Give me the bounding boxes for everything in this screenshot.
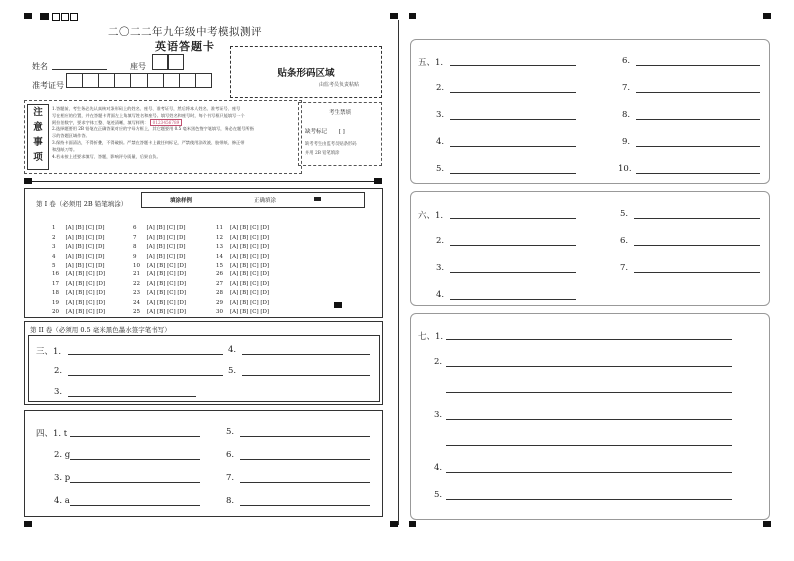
sec4-q2-line[interactable] <box>70 449 200 460</box>
sec6-q6-label: 6. <box>620 236 629 246</box>
fold-line <box>398 20 399 525</box>
corner-mark <box>763 13 771 19</box>
sec7-q4-line[interactable] <box>446 462 732 473</box>
seat-label: 座号 <box>130 62 146 71</box>
sec6-q7-line[interactable] <box>634 262 760 273</box>
sec6-q3-label: 3. <box>436 263 445 273</box>
sec5-q8-label: 8. <box>622 110 631 120</box>
sec3-q3-line[interactable] <box>68 386 196 397</box>
sec5-q5-label: 5. <box>436 164 445 174</box>
sec6-q1-label: 六、1. <box>418 211 444 221</box>
timing-square <box>52 13 60 21</box>
sec7-q2-label: 2. <box>434 357 443 367</box>
sec4-q8-label: 8. <box>226 496 235 506</box>
part1-label: 第 I 卷（必须用 2B 铅笔填涂） <box>36 200 128 208</box>
corner-mark <box>24 13 32 19</box>
sec6-q7-label: 7. <box>620 263 629 273</box>
sec6-q4-line[interactable] <box>450 289 576 300</box>
sec4-q1-label: 四、1. t <box>36 429 68 439</box>
exam-title: 二〇二二年九年级中考模拟测评 <box>108 26 262 38</box>
corner-mark <box>409 521 416 527</box>
sec6-q6-line[interactable] <box>634 235 760 246</box>
sec7-q3-line2[interactable] <box>446 435 732 446</box>
sec5-q4-label: 4. <box>436 137 445 147</box>
sec7-q1-line[interactable] <box>446 329 732 340</box>
sec4-q6-line[interactable] <box>240 449 370 460</box>
sec5-q8-line[interactable] <box>636 109 760 120</box>
sec3-q5-label: 5. <box>228 366 237 376</box>
sec5-q10-line[interactable] <box>636 163 760 174</box>
sec5-q5-line[interactable] <box>450 163 576 174</box>
sec4-q4-label: 4. a <box>54 496 70 506</box>
sec5-q2-line[interactable] <box>450 82 576 93</box>
sec5-q6-label: 6. <box>622 56 631 66</box>
sec7-q5-line[interactable] <box>446 489 732 500</box>
absent-label: 缺考标记 <box>305 129 328 135</box>
sec4-q5-label: 5. <box>226 427 235 437</box>
corner-mark <box>390 521 398 527</box>
sec6-q3-line[interactable] <box>450 262 576 273</box>
sec3-q1-label: 三、1. <box>36 347 62 357</box>
sec3-q4-line[interactable] <box>242 344 370 355</box>
sec6-q5-line[interactable] <box>634 208 760 219</box>
seat-box-2[interactable] <box>168 54 184 70</box>
sec4-q7-line[interactable] <box>240 472 370 483</box>
sec5-q4-line[interactable] <box>450 136 576 147</box>
notice-text: 1.答题前，考生务必先认真核对条形码上的姓名、座号、准考证号，然后将本人姓名、准考证号、座号 写在相应的位置，并在答题卡背面左上角填写姓名和座号。填写姓名和座号时，每个书写框只能填写一个 阿拉伯数字，要求字体工整、笔迹清晰，填写样例： 0123456789 2.选择题要用 2B 铅笔在正确答案对应的字母方框上，其它题要用 0.5 毫米黑色签字笔填写，务必在题号所指 示的答题区域作答。 3.保持卡面清洁，不得折叠，不得破损。严禁在答题卡上做任何标记，严禁使用涂改液、胶带纸、修正带 和刮纸刀等。 4.若未按上述要求填写、答题，影响评分质量，后果自负。 <box>52 106 254 159</box>
separator <box>32 181 374 182</box>
sec3-q2-line[interactable] <box>68 365 223 376</box>
sec3-q2-label: 2. <box>54 366 63 376</box>
sec4-q1-line[interactable] <box>70 426 200 437</box>
sec6-q2-line[interactable] <box>450 235 576 246</box>
sec4-q8-line[interactable] <box>240 495 370 506</box>
timing-mark <box>24 178 32 184</box>
sec4-q5-line[interactable] <box>240 426 370 437</box>
part2-label: 第 II 卷（必须用 0.5 毫米黑色墨水签字笔书写） <box>30 326 171 334</box>
sec7-q1-label: 七、1. <box>418 332 444 342</box>
sec5-q9-label: 9. <box>622 137 631 147</box>
fill-sample-box: 填涂样例 正确填涂 <box>141 192 365 208</box>
corner-mark <box>390 13 398 19</box>
seat-box-1[interactable] <box>152 54 168 70</box>
sec6-q5-label: 5. <box>620 209 629 219</box>
timing-mark <box>374 178 382 184</box>
sec4-q4-line[interactable] <box>70 495 200 506</box>
sec5-q7-label: 7. <box>622 83 631 93</box>
sec3-q4-label: 4. <box>228 345 237 355</box>
name-field[interactable] <box>52 60 107 70</box>
corner-mark <box>409 13 416 19</box>
exam-no-boxes[interactable] <box>66 73 212 88</box>
sec6-q1-line[interactable] <box>450 208 576 219</box>
sec7-q2-line[interactable] <box>446 356 732 367</box>
absent-box[interactable]: [ ] <box>338 129 345 135</box>
sec5-q6-line[interactable] <box>636 55 760 66</box>
name-label: 姓名 <box>32 62 48 71</box>
sec4-q3-line[interactable] <box>70 472 200 483</box>
sec4-q2-label: 2. g <box>54 450 71 460</box>
sec3-q3-label: 3. <box>54 387 63 397</box>
sec3-q5-line[interactable] <box>242 365 370 376</box>
timing-square <box>70 13 78 21</box>
fill-sample-mark <box>314 197 321 201</box>
sec6-q2-label: 2. <box>436 236 445 246</box>
notice-side-label: 注 意 事 项 <box>27 104 49 170</box>
candidate-box: 考生禁填 缺考标记 [ ] 缺考考生由监考员贴条形码 并用 2B 铅笔填涂 <box>298 102 382 166</box>
sec5-q7-line[interactable] <box>636 82 760 93</box>
corner-mark <box>24 521 32 527</box>
barcode-note: 由监考员负责粘贴 <box>318 82 359 88</box>
sec5-q9-line[interactable] <box>636 136 760 147</box>
sec6-q4-label: 4. <box>436 290 445 300</box>
sec5-q3-label: 3. <box>436 110 445 120</box>
sec7-q3-label: 3. <box>434 410 443 420</box>
sec4-q6-label: 6. <box>226 450 235 460</box>
sec7-q3-line[interactable] <box>446 409 732 420</box>
sec5-q3-line[interactable] <box>450 109 576 120</box>
timing-square <box>61 13 69 21</box>
corner-mark <box>763 521 771 527</box>
card-title: 英语答题卡 <box>155 40 215 53</box>
sample-digits: 0123456789 <box>150 119 183 126</box>
sec4-q7-label: 7. <box>226 473 235 483</box>
sec3-q1-line[interactable] <box>68 344 223 355</box>
sec7-q2-line2[interactable] <box>446 382 732 393</box>
barcode-title: 贴条形码区域 <box>277 68 335 79</box>
sec5-q10-label: 10. <box>618 164 632 174</box>
sec7-q5-label: 5. <box>434 490 443 500</box>
exam-no-label: 准考证号 <box>32 81 64 90</box>
sec5-q1-line[interactable] <box>450 55 576 66</box>
timing-mark <box>40 13 49 20</box>
barcode-area <box>230 46 382 98</box>
sec5-q2-label: 2. <box>436 83 445 93</box>
sec4-q3-label: 3. p <box>54 473 71 483</box>
sec7-q4-label: 4. <box>434 463 443 473</box>
sec5-q1-label: 五、1. <box>418 58 444 68</box>
